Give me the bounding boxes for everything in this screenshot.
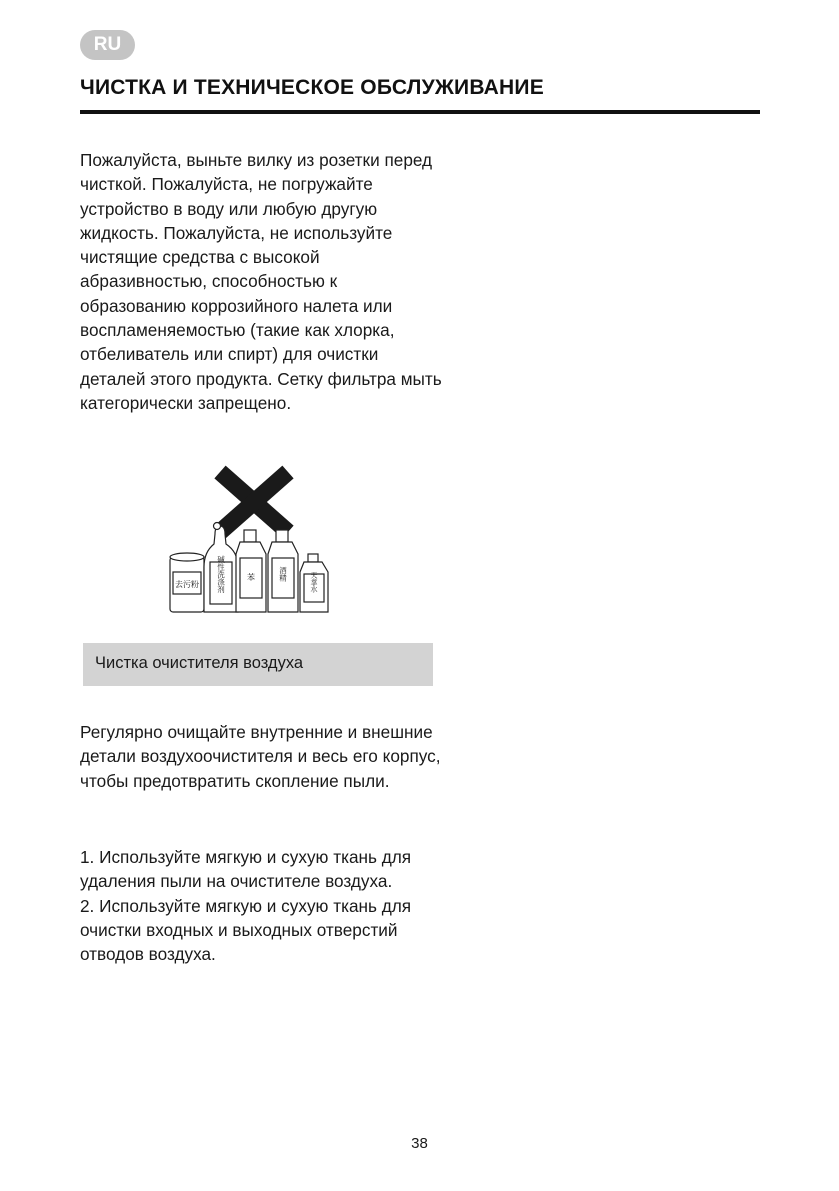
section-paragraph: Регулярно очищайте внутренние и внешние детали воздухоочистителя и весь его корпус, чтобы предотвратить скопление пыли. (80, 722, 441, 791)
prohibited-cleaners-illustration (160, 462, 360, 622)
benzene-bottle-icon (236, 530, 266, 612)
bottle-label-1: 去污粉 (175, 580, 199, 589)
bottle-label-3: 苯 (247, 573, 255, 582)
steps-list (80, 845, 445, 966)
detergent-bottle-icon (204, 523, 238, 613)
section-heading: Чистка очистителя воздуха (95, 654, 304, 672)
prohibited-cross-icon (220, 472, 288, 532)
language-badge: RU (80, 30, 135, 60)
title-divider (80, 110, 760, 114)
list-item: 1. Используйте мягкую и сухую ткань для удаления пыли на очистителе воздуха. (80, 847, 412, 892)
bottle-label-2: 碱性洗涤剂 (216, 555, 226, 593)
section-heading-bar (83, 643, 433, 686)
alcohol-bottle-icon (268, 530, 298, 612)
bottle-label-4: 酒精 (278, 566, 288, 582)
powder-can-icon (170, 553, 204, 612)
bottle-label-5: 天拿水 (310, 571, 318, 593)
page-title: ЧИСТКА И ТЕХНИЧЕСКОЕ ОБСЛУЖИВАНИЕ (80, 76, 544, 99)
page-number: 38 (411, 1135, 428, 1152)
intro-paragraph: Пожалуйста, выньте вилку из розетки перед чисткой. Пожалуйста, не погружайте устройство в воду или любую другую жидкость. Пожалуйста, не используйте чистящие средства с высокой абразивностью, способностью к образованию коррозийного налета или воспламеняемостью (такие как хлорка, отбеливатель или спирт) для очистки деталей этого продукта. Сетку фильтра мыть категорически запрещено. (80, 150, 442, 413)
thinner-bottle-icon (300, 554, 328, 612)
list-item: 2. Используйте мягкую и сухую ткань для очистки входных и выходных отверстий отводов воздуха. (80, 895, 412, 965)
